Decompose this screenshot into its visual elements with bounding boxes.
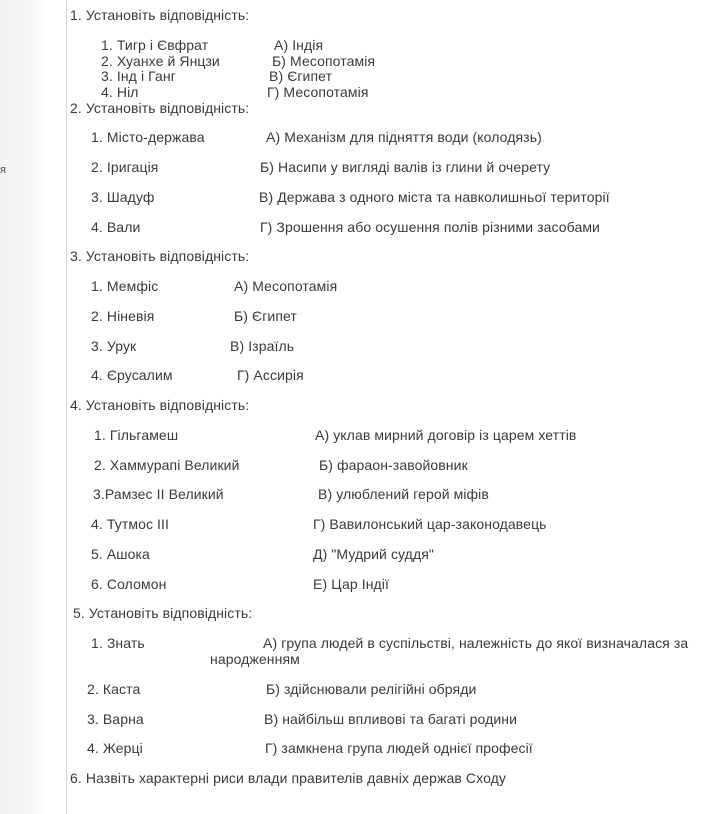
q1-left-1: 1. Тигр і Євфрат	[101, 37, 209, 53]
q2-right-3: В) Держава з одного міста та навколишньої території	[259, 189, 610, 205]
q4-title: 4. Установіть відповідність:	[70, 397, 250, 413]
q2-right-1: А) Механізм для підняття води (колодязь)	[266, 129, 542, 145]
q2-title: 2. Установіть відповідність:	[70, 100, 250, 116]
margin-mark: я	[0, 164, 6, 176]
q5-right-3: В) найбільш впливові та багаті родини	[264, 711, 518, 727]
q2-left-1: 1. Місто-держава	[91, 129, 205, 145]
q3-left-3: 3. Урук	[91, 338, 137, 354]
q5-left-3: 3. Варна	[87, 711, 144, 727]
q3-left-1: 1. Мемфіс	[91, 278, 159, 294]
q5-right-1-continuation: народженням	[210, 651, 300, 667]
q1-right-4: Г) Месопотамія	[267, 84, 369, 100]
q4-left-1: 1. Гільгамеш	[94, 427, 179, 443]
q3-left-4: 4. Єрусалим	[91, 367, 173, 383]
q1-right-3: В) Єгипет	[269, 68, 333, 84]
q4-right-5: Д) "Мудрий суддя"	[313, 546, 434, 562]
q3-right-1: А) Месопотамія	[234, 278, 338, 294]
q1-left-2: 2. Хуанхе й Янцзи	[101, 53, 220, 69]
q4-left-6: 6. Соломон	[91, 576, 167, 592]
q5-left-1: 1. Знать	[91, 635, 145, 651]
q4-right-4: Г) Вавилонський цар-законодавець	[313, 516, 547, 532]
q2-right-2: Б) Насипи у вигляді валів із глини й очерету	[260, 159, 551, 175]
q4-left-3: 3.Рамзес ІІ Великий	[93, 486, 224, 502]
q4-right-6: Е) Цар Індії	[313, 576, 390, 592]
q5-right-1: А) група людей в суспільстві, належність до якої визначалася за	[263, 635, 689, 651]
q5-right-4: Г) замкнена група людей однієї професії	[265, 740, 533, 756]
q6-title: 6. Назвіть характерні риси влади правителів давніх держав Сходу	[70, 770, 507, 786]
q1-title: 1. Установіть відповідність:	[70, 7, 250, 23]
q1-left-3: 3. Інд і Ганг	[101, 68, 176, 84]
q1-left-4: 4. Ніл	[101, 84, 139, 100]
q2-right-4: Г) Зрошення або осушення полів різними засобами	[260, 219, 600, 235]
q1-right-1: А) Індія	[274, 37, 324, 53]
q4-left-5: 5. Ашока	[91, 546, 150, 562]
page-border	[66, 0, 67, 814]
q4-left-2: 2. Хаммурапі Великий	[94, 457, 240, 473]
q2-left-4: 4. Вали	[91, 219, 141, 235]
q4-right-2: Б) фараон-завойовник	[319, 457, 468, 473]
q4-left-4: 4. Тутмос ІІІ	[91, 516, 170, 532]
q3-left-2: 2. Ніневія	[91, 308, 155, 324]
q3-title: 3. Установіть відповідність:	[70, 248, 250, 264]
q4-right-3: В) улюблений герой міфів	[318, 486, 489, 502]
q3-right-4: Г) Ассирія	[237, 367, 304, 383]
q2-left-2: 2. Іригація	[91, 159, 159, 175]
q4-right-1: А) уклав мирний договір із царем хеттів	[315, 427, 577, 443]
q3-right-3: В) Ізраїль	[230, 338, 295, 354]
q5-left-2: 2. Каста	[87, 681, 141, 697]
q5-title: 5. Установіть відповідність:	[73, 605, 253, 621]
q3-right-2: Б) Єгипет	[234, 308, 297, 324]
q5-right-2: Б) здійснювали релігійні обряди	[266, 681, 477, 697]
q5-left-4: 4. Жерці	[87, 740, 143, 756]
q1-right-2: Б) Месопотамія	[272, 53, 376, 69]
left-margin-panel	[0, 0, 46, 814]
q2-left-3: 3. Шадуф	[91, 189, 155, 205]
